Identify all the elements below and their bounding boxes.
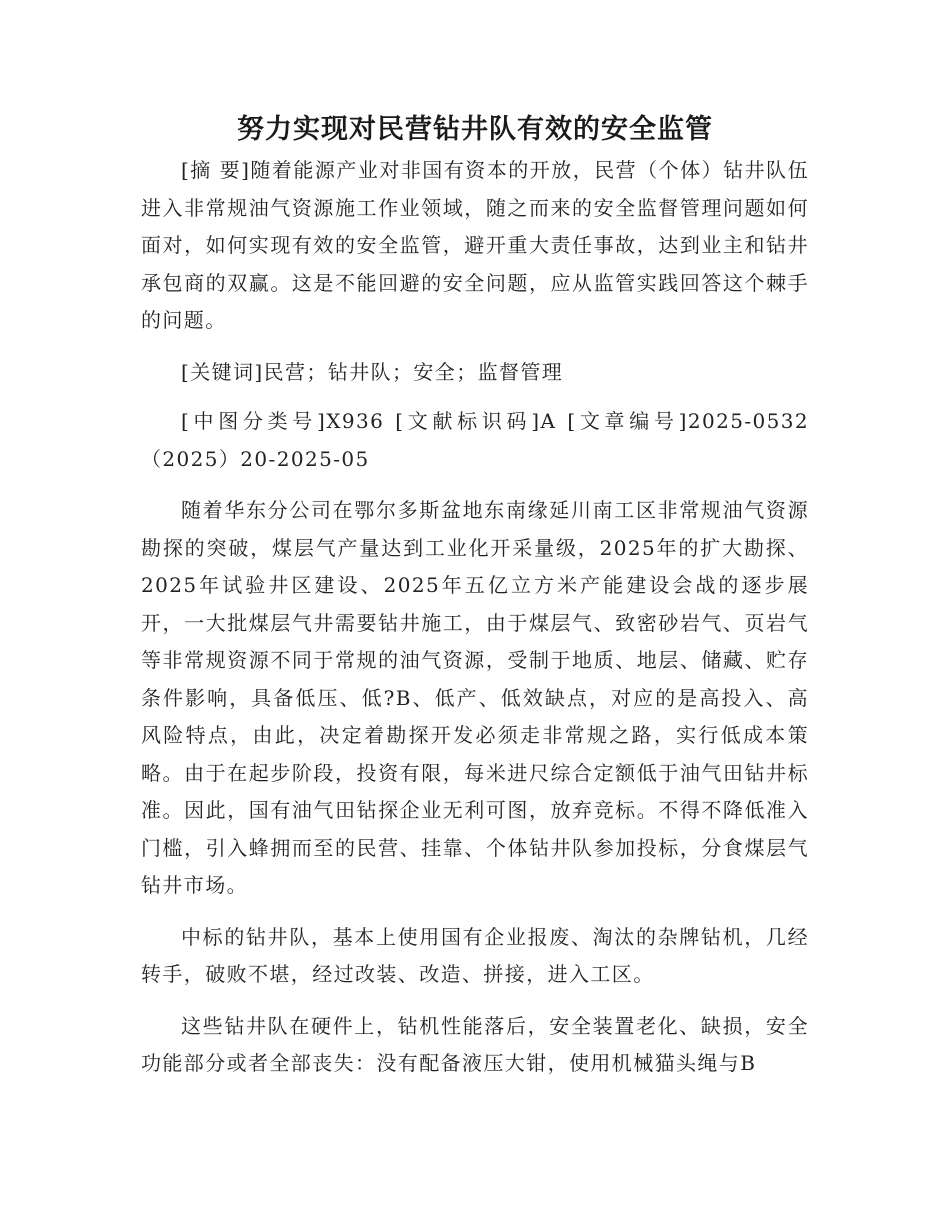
body-paragraph: 随着华东分公司在鄂尔多斯盆地东南缘延川南工区非常规油气资源勘探的突破，煤层气产量达到工业化开采量级，2025年的扩大勘探、2025年试验井区建设、2025年五亿立方米产能建设会战的逐步展开，一大批煤层气井需要钻井施工，由于煤层气、致密砂岩气、页岩气等非常规资源不同于常规的油气资源，受制于地质、地层、储藏、贮存条件影响，具备低压、低?B、低产、低效缺点，对应的是高投入、高风险特点，由此，决定着勘探开发必须走非常规之路，实行低成本策略。由于在起步阶段，投资有限，每米进尺综合定额低于油气田钻井标准。因此，国有油气田钻探企业无利可图，放弃竞标。不得不降低准入门槛，引入蜂拥而至的民营、挂靠、个体钻井队参加投标，分食煤层气钻井市场。 xyxy=(141,498,809,897)
classification-paragraph: [中图分类号]X936 [文献标识码]A [文章编号]2025-0532（2025）20-2025-05 xyxy=(141,409,809,471)
body-paragraph: 这些钻井队在硬件上，钻机性能落后，安全装置老化、缺损，安全功能部分或者全部丧失：没有配备液压大钳，使用机械猫头绳与B xyxy=(141,1013,809,1075)
body-paragraph: 中标的钻井队，基本上使用国有企业报废、淘汰的杂牌钻机，几经转手，破败不堪，经过改装、改造、拼接，进入工区。 xyxy=(141,924,809,986)
abstract-paragraph: [摘 要]随着能源产业对非国有资本的开放，民营（个体）钻井队伍进入非常规油气资源施工作业领域，随之而来的安全监督管理问题如何面对，如何实现有效的安全监管，避开重大责任事故，达到业主和钻井承包商的双赢。这是不能回避的安全问题，应从监管实践回答这个棘手的问题。 xyxy=(141,158,809,332)
document-title: 努力实现对民营钻井队有效的安全监管 xyxy=(237,114,713,145)
keywords-paragraph: [关键词]民营；钻井队；安全；监督管理 xyxy=(181,359,564,384)
document-body xyxy=(141,108,809,1097)
